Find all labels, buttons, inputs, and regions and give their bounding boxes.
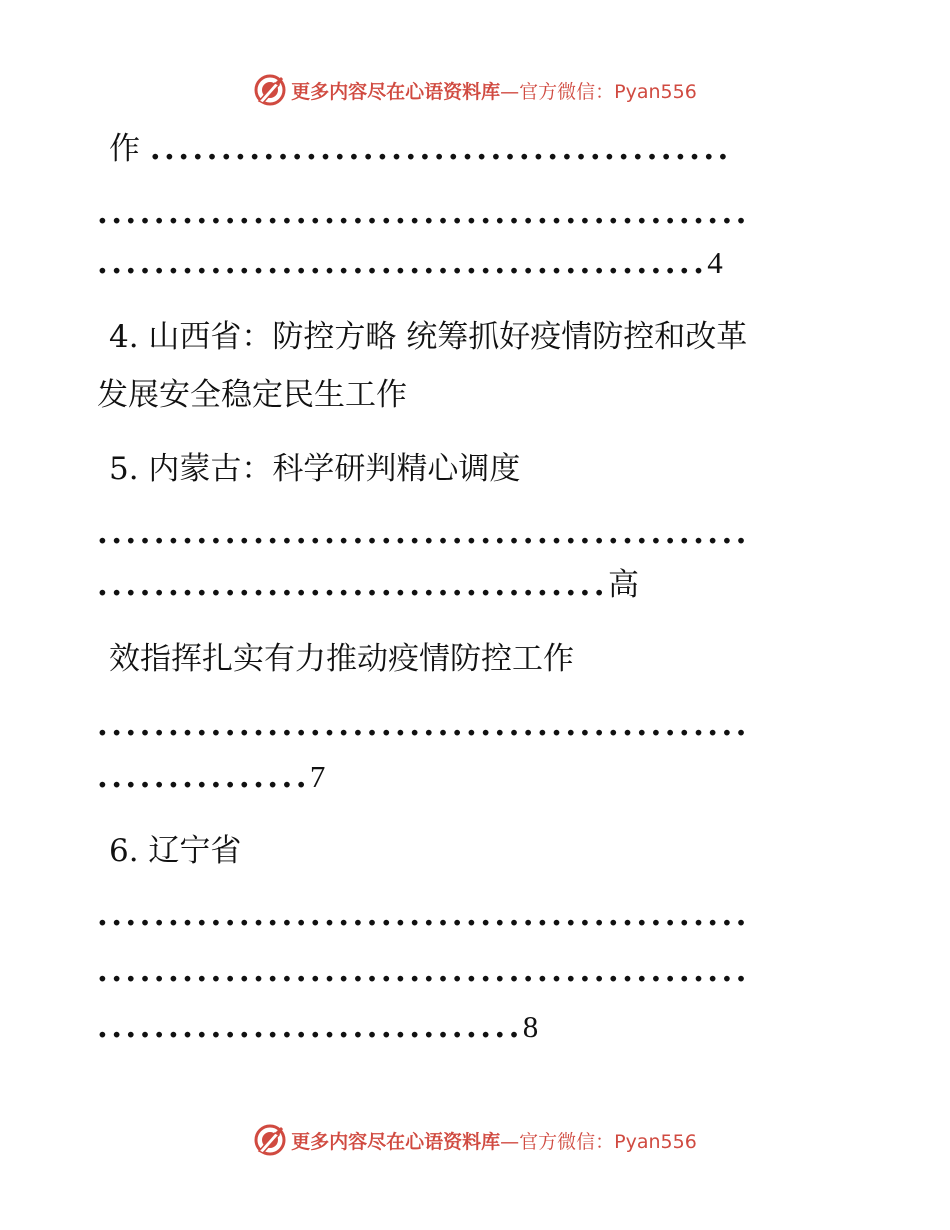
pen-logo-icon — [253, 1123, 287, 1157]
toc-leader: ............... — [97, 759, 310, 795]
toc-text: 作 — [109, 131, 140, 167]
toc-leader: .............................................. — [97, 953, 750, 989]
toc-page-number: 7 — [309, 759, 326, 794]
toc-line — [97, 370, 842, 420]
toc-page-number: 8 — [522, 1009, 539, 1044]
toc-line — [97, 188, 842, 238]
toc-line — [97, 560, 842, 610]
footer-watermark — [0, 1120, 950, 1160]
toc-leader: .............................. — [97, 1009, 523, 1045]
toc-leader: .................................... — [97, 567, 608, 603]
toc-entry-shanxi: 4. 山西省：防控方略 统筹抓好疫情防控和改革 — [109, 319, 748, 355]
toc-line — [97, 508, 842, 558]
toc-line — [97, 752, 842, 802]
toc-line — [97, 312, 842, 362]
banner-wechat: —官方微信：Pyan556 — [500, 1130, 697, 1153]
toc-leader: .............................................. — [97, 707, 750, 743]
toc-text: 效指挥扎实有力推动疫情防控工作 — [109, 641, 574, 677]
header-watermark — [0, 70, 950, 110]
toc-line — [97, 634, 842, 684]
toc-line — [97, 946, 842, 996]
toc-leader: ......................................... — [149, 131, 732, 167]
banner-wechat: —官方微信：Pyan556 — [500, 80, 697, 103]
toc-line — [97, 890, 842, 940]
toc-line — [97, 826, 842, 876]
banner-text: 更多内容尽在心语资料库 — [291, 1130, 501, 1153]
toc-entry-liaoning: 6. 辽宁省 — [109, 833, 242, 869]
toc-leader: .............................................. — [97, 515, 750, 551]
pen-logo-icon — [253, 73, 287, 107]
toc-leader: .............................................. — [97, 195, 750, 231]
toc-line — [97, 700, 842, 750]
toc-line — [97, 444, 842, 494]
toc-text: 发展安全稳定民生工作 — [97, 377, 407, 413]
banner-text: 更多内容尽在心语资料库 — [291, 80, 501, 103]
toc-leader: ........................................... — [97, 245, 708, 281]
toc-line — [97, 238, 842, 288]
toc-text: 高 — [607, 567, 639, 603]
toc-line — [97, 1002, 842, 1052]
toc-entry-neimenggu: 5. 内蒙古：科学研判精心调度 — [109, 451, 521, 487]
toc-line — [97, 124, 842, 174]
toc-page-number: 4 — [707, 245, 723, 280]
toc-leader: .............................................. — [97, 897, 750, 933]
